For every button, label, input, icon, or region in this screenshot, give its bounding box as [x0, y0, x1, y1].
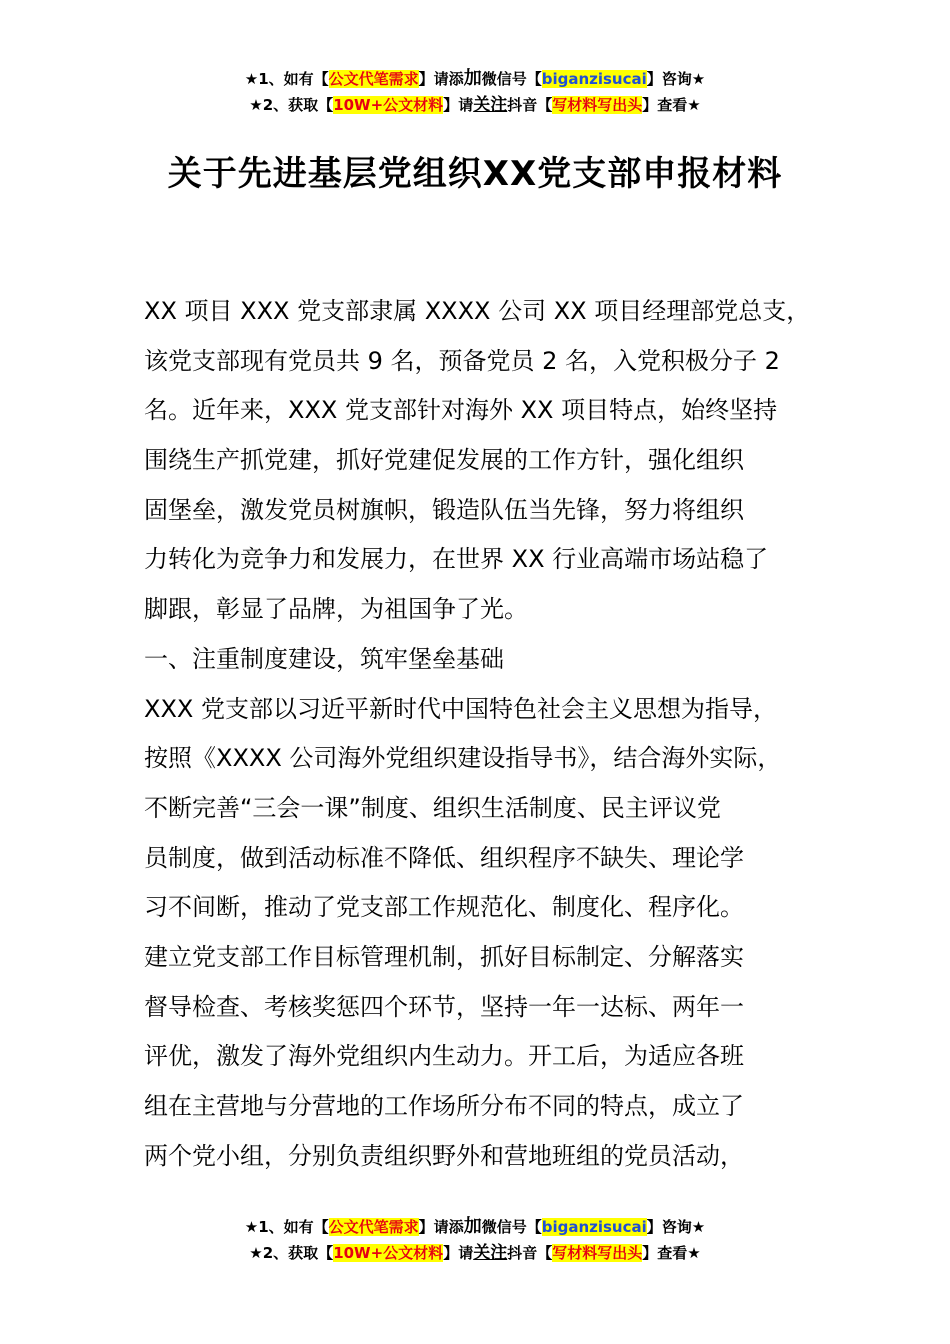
text-line: 力转化为竞争力和发展力，在世界 XX 行业高端市场站稳了: [144, 545, 769, 574]
notice-text: 微信号【: [481, 70, 542, 88]
douyin-name-highlight: 写材料写出头: [552, 96, 643, 114]
text-line: 固堡垒，激发党员树旗帜，锻造队伍当先锋，努力将组织: [144, 495, 744, 524]
notice-highlight: 10W+公文材料: [333, 1244, 444, 1262]
notice-text: 】查看★: [642, 1244, 701, 1262]
notice-text: ★1、如有【: [244, 1218, 329, 1236]
document-title: 关于先进基层党组织XX党支部申报材料: [167, 154, 783, 194]
text-line: 不断完善“三会一课”制度、组织生活制度、民主评议党: [144, 793, 721, 822]
notice-text: 】请: [443, 96, 474, 114]
notice-line-2: [0, 92, 950, 118]
notice-highlight: 公文代笔需求: [328, 1218, 419, 1236]
notice-text: ★1、如有【: [244, 70, 329, 88]
text-line: 组在主营地与分营地的工作场所分布不同的特点，成立了: [144, 1092, 744, 1120]
text-line: XXX 党支部以习近平新时代中国特色社会主义思想为指导，: [144, 694, 777, 723]
wechat-id-highlight: biganzisucai: [541, 1218, 647, 1236]
notice-text: 】请添: [418, 70, 464, 88]
notice-line-1: [0, 1214, 950, 1240]
text-line: 督导检查、考核奖惩四个环节，坚持一年一达标、两年一: [144, 992, 744, 1021]
text-line: 该党支部现有党员共 9 名，预备党员 2 名，入党积极分子 2: [144, 346, 780, 375]
notice-emphasis: 关注: [473, 95, 508, 115]
notice-emphasis: 加: [463, 1216, 482, 1237]
notice-text: ★2、获取【: [249, 96, 334, 114]
text-line: 脚跟，彰显了品牌，为祖国争了光。: [144, 595, 528, 624]
text-line: 两个党小组，分别负责组织野外和营地班组的党员活动，: [144, 1141, 744, 1170]
text-line: 名。近年来，XXX 党支部针对海外 XX 项目特点，始终坚持: [144, 396, 778, 425]
text-line: 员制度，做到活动标准不降低、组织程序不缺失、理论学: [144, 843, 744, 872]
text-line: XX 项目 XXX 党支部隶属 XXXX 公司 XX 项目经理部党总支，: [144, 297, 811, 325]
text-line: 围绕生产抓党建，抓好党建促发展的工作方针，强化组织: [144, 446, 744, 475]
notice-text: ★2、获取【: [249, 1244, 334, 1262]
notice-text: 】咨询★: [646, 1218, 706, 1236]
notice-text: 】请添: [418, 1218, 464, 1236]
notice-highlight: 10W+公文材料: [333, 96, 444, 114]
notice-line-1: [0, 66, 950, 92]
notice-emphasis: 加: [463, 68, 482, 89]
notice-line-2: [0, 1240, 950, 1266]
wechat-id-highlight: biganzisucai: [541, 70, 647, 88]
notice-text: 微信号【: [481, 1218, 542, 1236]
notice-text: 抖音【: [507, 96, 553, 114]
text-line: 按照《XXXX 公司海外党组织建设指导书》，结合海外实际，: [144, 744, 782, 773]
douyin-name-highlight: 写材料写出头: [552, 1244, 643, 1262]
document-body: [144, 287, 834, 1181]
notice-footer: [0, 1214, 950, 1266]
text-line: 习不间断，推动了党支部工作规范化、制度化、程序化。: [144, 893, 744, 922]
notice-text: 抖音【: [507, 1244, 553, 1262]
notice-text: 】查看★: [642, 96, 701, 114]
notice-emphasis: 关注: [473, 1243, 508, 1263]
section-heading: 一、注重制度建设，筑牢堡垒基础: [144, 644, 504, 673]
notice-highlight: 公文代笔需求: [328, 70, 419, 88]
text-line: 评优，激发了海外党组织内生动力。开工后，为适应各班: [144, 1042, 744, 1071]
text-line: 建立党支部工作目标管理机制，抓好目标制定、分解落实: [144, 942, 744, 971]
notice-text: 】请: [443, 1244, 474, 1262]
notice-header: [0, 66, 950, 118]
notice-text: 】咨询★: [646, 70, 706, 88]
